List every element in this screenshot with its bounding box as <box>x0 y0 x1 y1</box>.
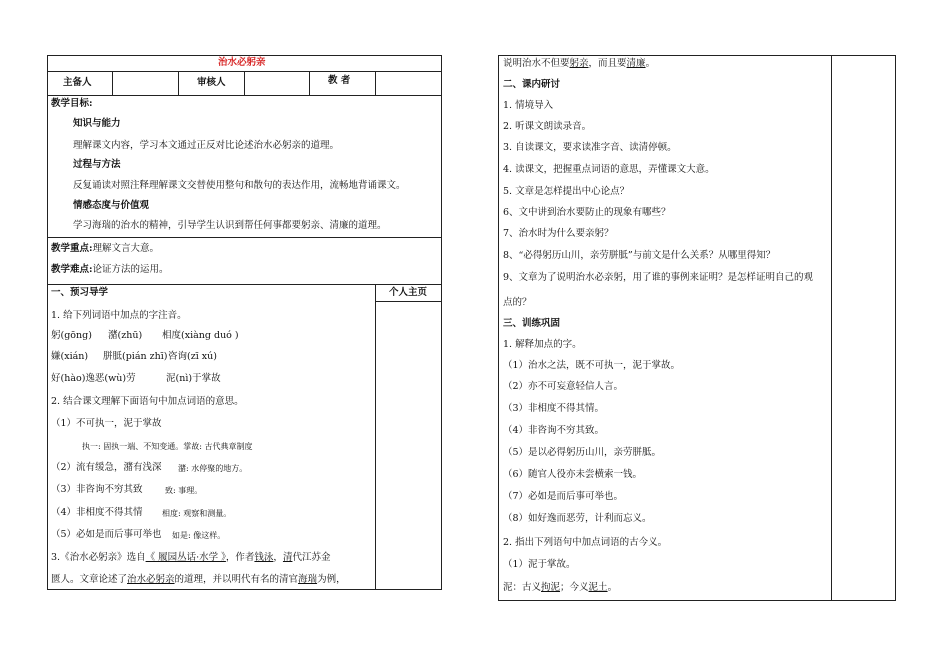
objectives-heading: 教学目标: <box>51 98 93 109</box>
r0-text-a: 说明治水不但要 <box>503 58 570 69</box>
question-3-line-2 <box>51 574 346 586</box>
pinyin-6: 咨询(zī xú) <box>168 351 217 362</box>
page-title: 治水必躬亲 <box>218 57 266 68</box>
personal-page-label: 个人主页 <box>389 287 428 298</box>
q3-text-f: 的道理，并以明代有名的清官 <box>174 574 299 585</box>
practice-item-5: （4）非咨询不穷其致。 <box>503 425 605 436</box>
difficulty <box>51 264 169 276</box>
pinyin-8: 泥(nì)于掌故 <box>166 373 221 384</box>
section-practice: 三、训练巩固 <box>503 318 561 329</box>
q2-answer-2: 潴: 水停聚的地方。 <box>178 464 248 473</box>
practice-item-7: （6）随官人役亦未尝横索一钱。 <box>503 469 643 480</box>
q3-text-g: 为例， <box>317 574 346 585</box>
key-label: 教学重点: <box>51 243 93 254</box>
q2-answer-1: 执一: 固执一端、不知变通。掌故: 古代典章制度 <box>82 442 253 451</box>
pinyin-7: 好(hào)逸恶(wù)劳 <box>51 373 136 384</box>
question-1: 1. 给下列词语中加点的字注音。 <box>51 310 187 321</box>
key-text: 理解文言大意。 <box>92 243 160 254</box>
q3-theme: 治水必躬亲 <box>127 574 175 585</box>
practice-item-11: （1）泥于掌故。 <box>503 559 576 570</box>
practice-item-1: 1. 解释加点的字。 <box>503 339 582 350</box>
study-item-2: 2. 听课文朗读录音。 <box>503 121 592 132</box>
process-text: 反复诵读对照注释理解课文交替使用整句和散句的表达作用，流畅地背诵课文。 <box>73 180 406 191</box>
section-study: 二、课内研讨 <box>503 79 561 90</box>
study-item-6: 6、文中讲到治水要防止的现象有哪些？ <box>503 207 671 218</box>
attitude-heading: 情感态度与价值观 <box>73 200 150 211</box>
q3-text-e: 匮人。文章论述了 <box>51 574 128 585</box>
practice-item-4: （3）非相度不得其情。 <box>503 403 605 414</box>
q2-answer-4: 相度: 观察和测量。 <box>162 509 232 518</box>
teacher-label: 教 者 <box>328 75 351 86</box>
last-text-c: 。 <box>607 582 618 593</box>
reviewer-label: 审核人 <box>197 77 226 88</box>
right-line-0 <box>503 58 655 70</box>
attitude-text: 学习海瑞的治水的精神，引导学生认识到帮任何事都要躬亲、清廉的道理。 <box>73 220 387 231</box>
study-item-9: 9、文章为了说明治水必亲躬，用了谁的事例来证明？是怎样证明自己的观 <box>503 272 814 283</box>
q3-source: 《 履园丛话·水学 》 <box>145 552 226 563</box>
pinyin-1: 躬(gōng) <box>51 330 92 341</box>
q3-text-c: ， <box>273 552 283 563</box>
q2-item-4: （4）非相度不得其情 <box>51 507 143 518</box>
r0-blank-2: 清廉 <box>626 58 646 69</box>
q3-text-a: 3.《治水必躬亲》选自 <box>51 552 146 563</box>
practice-item-2: （1）治水之法，既不可执一，泥于掌故。 <box>503 360 681 371</box>
practice-item-9: （8）如好逸而恶劳，计利而忘义。 <box>503 513 652 524</box>
study-item-7: 7、治水时为什么要亲躬？ <box>503 228 614 239</box>
study-item-9-cont: 点的？ <box>503 297 532 308</box>
difficulty-text: 论证方法的运用。 <box>92 264 169 275</box>
q3-text-b: ，作者 <box>225 552 255 563</box>
pinyin-3: 相度(xiàng duó ) <box>162 330 239 341</box>
practice-item-6: （5）是以必得躬历山川，亲劳胼胝。 <box>503 447 662 458</box>
right-last-line <box>503 582 617 594</box>
r0-text-c: 。 <box>645 58 656 69</box>
practice-item-3: （2）亦不可妄意轻信人言。 <box>503 381 624 392</box>
practice-item-8: （7）必如是而后事可举也。 <box>503 491 624 502</box>
study-item-8: 8、“必得躬历山川，亲劳胼胝”与前文是什么关系？从哪里得知？ <box>503 250 776 261</box>
study-item-1: 1. 情境导入 <box>503 100 554 111</box>
q3-dynasty: 清 <box>282 552 293 563</box>
q2-item-5: （5）必如是而后事可举也 <box>51 529 162 540</box>
section-preview: 一、预习导学 <box>51 287 109 298</box>
last-blank-2: 泥土 <box>588 582 608 593</box>
knowledge-heading: 知识与能力 <box>73 118 121 129</box>
last-text-a: 泥：古义 <box>503 582 542 593</box>
last-blank-1: 拘泥 <box>541 582 561 593</box>
q2-item-1: （1）不可执一，泥于掌故 <box>51 418 162 429</box>
process-heading: 过程与方法 <box>73 159 121 170</box>
r0-text-b: ，而且要 <box>588 58 627 69</box>
q2-answer-3: 致: 事理。 <box>165 486 203 495</box>
q2-item-2: （2）流有缓急，潴有浅深 <box>51 462 162 473</box>
q2-answer-5: 如是: 像这样。 <box>172 531 226 540</box>
difficulty-label: 教学难点: <box>51 264 93 275</box>
study-item-4: 4. 读课文，把握重点词语的意思，弄懂课文大意。 <box>503 164 715 175</box>
study-item-5: 5. 文章是怎样提出中心论点？ <box>503 186 630 197</box>
study-item-3: 3. 自读课文，要求读准字音、读清停顿。 <box>503 142 677 153</box>
preparer-label: 主备人 <box>63 77 92 88</box>
last-text-b: ；今义 <box>560 582 589 593</box>
r0-blank-1: 躬亲 <box>569 58 589 69</box>
pinyin-5: 胼胝(pián zhī) <box>103 351 168 362</box>
knowledge-text: 理解课文内容，学习本文通过正反对比论述治水必躬亲的道理。 <box>73 140 340 151</box>
q3-official: 海瑞 <box>298 574 318 585</box>
pinyin-4: 嫌(xián) <box>51 351 89 362</box>
q3-author: 钱泳 <box>254 552 274 563</box>
pinyin-2: 潴(zhū) <box>108 330 143 341</box>
q3-text-d: 代江苏金 <box>292 552 331 563</box>
question-2: 2. 结合课文理解下面语句中加点词语的意思。 <box>51 396 244 407</box>
practice-item-10: 2. 指出下列语句中加点词语的古今义。 <box>503 537 668 548</box>
key-point <box>51 243 159 255</box>
question-3-line-1 <box>51 552 330 564</box>
q2-item-3: （3）非咨询不穷其致 <box>51 484 143 495</box>
